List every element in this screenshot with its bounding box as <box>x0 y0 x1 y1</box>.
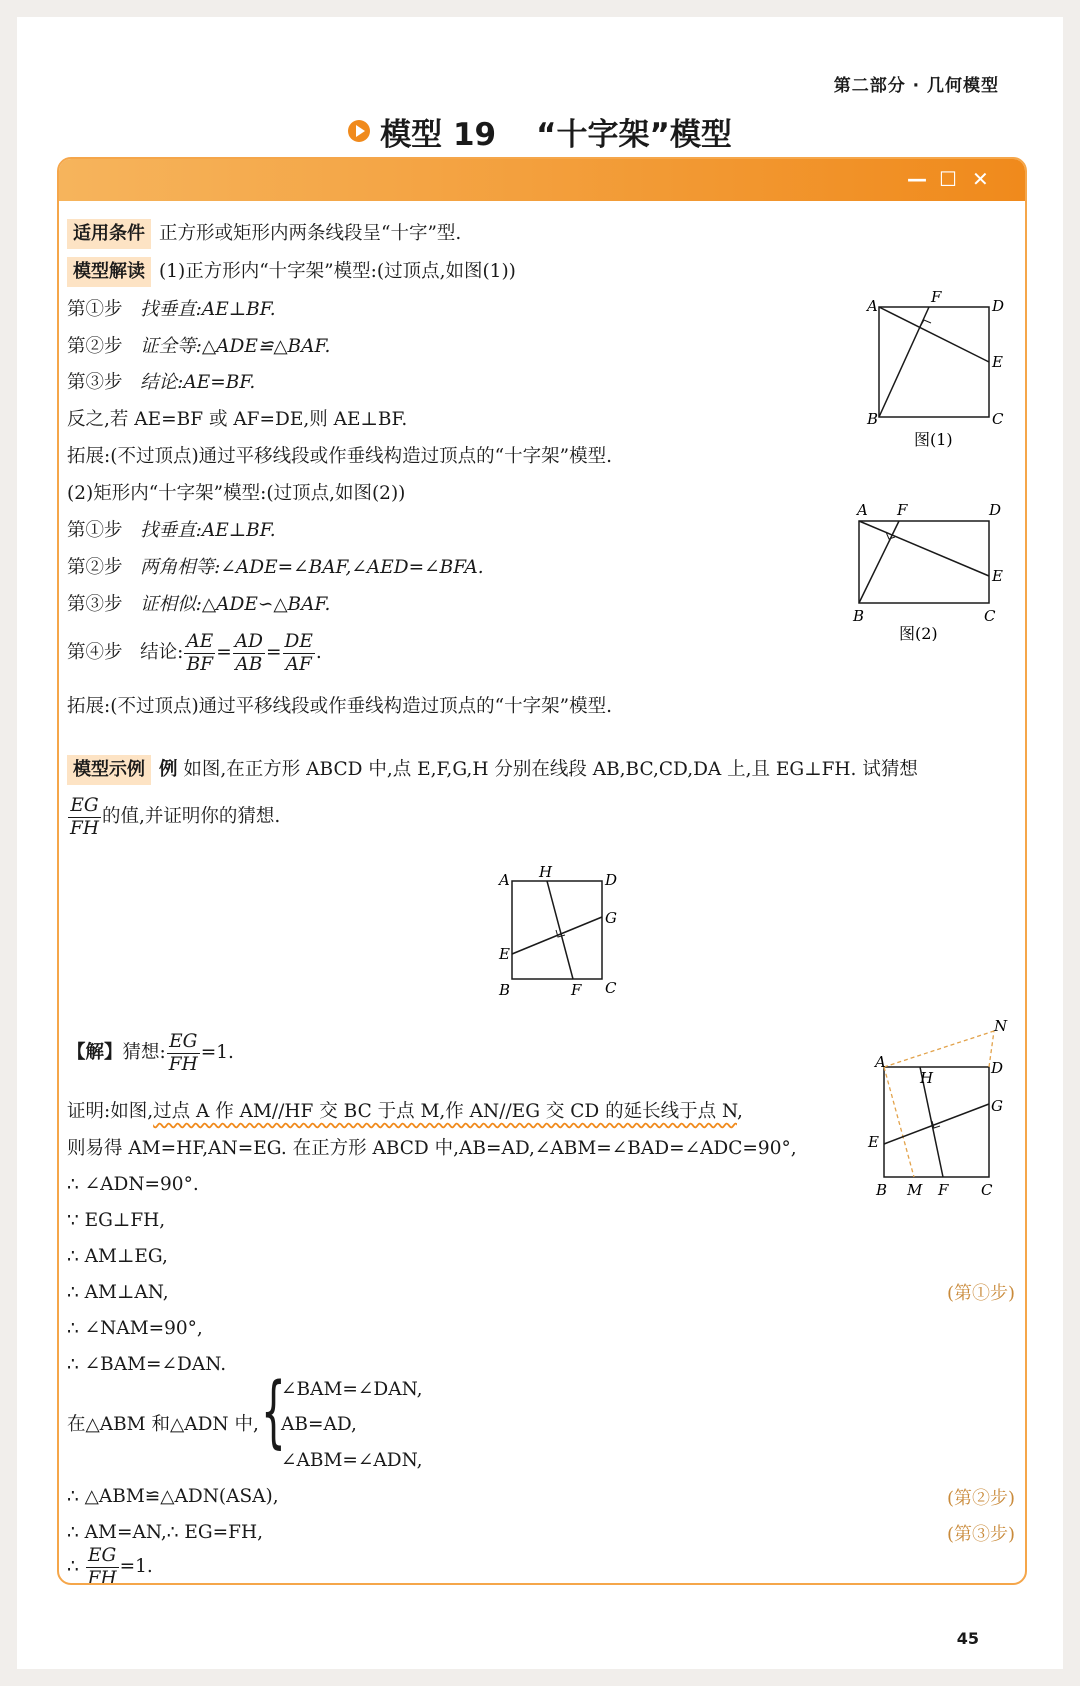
step-label: 第④步 <box>67 642 123 663</box>
final-suffix: =1. <box>119 1556 153 1577</box>
label-D: D <box>992 297 1005 315</box>
model-name: “十字架”模型 <box>536 117 732 153</box>
model-card <box>57 157 1027 1585</box>
label-G: G <box>605 909 617 927</box>
part2-step2 <box>67 555 484 581</box>
label-B: B <box>853 607 865 625</box>
system-prefix: 在△ABM 和△ADN 中, <box>67 1414 259 1435</box>
step-text: 证相似:△ADE∽△BAF. <box>140 594 331 615</box>
system-eq2: AB=AD, <box>281 1414 357 1435</box>
solution-guess <box>67 1029 234 1077</box>
label-F: F <box>931 289 942 306</box>
example-label: 例 <box>159 759 178 780</box>
guess-prefix: 猜想: <box>122 1042 166 1063</box>
proof-line5: ∴ AM⊥EG, <box>67 1246 168 1267</box>
part2-extension: 拓展:(不过顶点)通过平移线段或作垂线构造过顶点的“十字架”模型. <box>67 696 612 717</box>
proof-line8: ∴ ∠BAM=∠DAN. <box>67 1354 227 1375</box>
fraction: $\frac{DE}{AF}$ <box>284 630 313 675</box>
part1-step3 <box>67 370 255 396</box>
applicable-text: 正方形或矩形内两条线段呈“十字”型. <box>159 223 462 244</box>
page-title <box>17 109 1063 154</box>
solution-figure <box>854 1019 1014 1219</box>
example-row <box>67 755 918 785</box>
step-label: 第①步 <box>67 299 123 320</box>
play-icon <box>348 120 370 142</box>
part1-heading: (1)正方形内“十字架”模型:(过顶点,如图(1)) <box>159 261 516 282</box>
example-tag: 模型示例 <box>67 755 151 785</box>
label-A: A <box>857 501 868 519</box>
close-icon[interactable]: ✕ <box>972 167 989 191</box>
label-D: D <box>989 501 1002 519</box>
label-F: F <box>897 501 908 519</box>
label-A: A <box>499 871 510 889</box>
part2-heading: (2)矩形内“十字架”模型:(过顶点,如图(2)) <box>67 483 406 504</box>
example-problem-line2-row <box>67 793 280 841</box>
fraction: $\frac{AE}{BF}$ <box>186 630 214 675</box>
proof-line1 <box>67 1099 743 1125</box>
interpretation-tag: 模型解读 <box>67 257 151 287</box>
fraction: $\frac{EG}{FH}$ <box>168 1030 198 1075</box>
proof-suffix: , <box>737 1101 743 1122</box>
step-label: 第②步 <box>67 336 123 357</box>
label-B: B <box>499 981 511 999</box>
proof-highlight: 过点 A 作 AM//HF 交 BC 于点 M,作 AN//EG 交 CD 的延长线于点 N <box>153 1101 737 1122</box>
label-E: E <box>992 567 1003 585</box>
step-label: 第③步 <box>67 372 123 393</box>
example-problem-line2: 的值,并证明你的猜想. <box>101 806 281 827</box>
card-titlebar <box>59 159 1025 201</box>
step-label: 第③步 <box>67 594 123 615</box>
label-A: A <box>867 297 878 315</box>
step-text: 结论: <box>140 642 184 663</box>
interpretation-row <box>67 257 516 287</box>
page-number: 45 <box>956 1629 979 1648</box>
label-N: N <box>994 1019 1008 1035</box>
minimize-icon[interactable]: — <box>907 167 927 191</box>
step-label: 第②步 <box>67 557 123 578</box>
proof-prefix: 证明:如图, <box>67 1101 154 1122</box>
label-C: C <box>984 607 996 625</box>
part1-step2 <box>67 334 330 360</box>
step-text: 证全等:△ADE≌△BAF. <box>140 336 331 357</box>
label-E: E <box>992 353 1003 371</box>
label-D: D <box>605 871 618 889</box>
brace-icon: { <box>261 1367 286 1457</box>
proof-line10: ∴ AM=AN,∴ EG=FH, <box>67 1522 263 1543</box>
figure-2-caption: 图(2) <box>899 624 938 641</box>
label-H: H <box>539 863 553 881</box>
part1-converse: 反之,若 AE=BF 或 AF=DE,则 AE⊥BF. <box>67 409 408 430</box>
label-M: M <box>907 1181 923 1199</box>
label-A: A <box>875 1053 886 1071</box>
label-B: B <box>876 1181 888 1199</box>
system-eq3: ∠ABM=∠ADN, <box>281 1450 423 1471</box>
label-E: E <box>868 1133 879 1151</box>
step-text: 找垂直:AE⊥BF. <box>140 520 276 541</box>
applicable-row <box>67 219 461 249</box>
label-E: E <box>499 945 510 963</box>
step-note-3: (第③步) <box>946 1524 1015 1545</box>
example-figure <box>479 859 619 999</box>
step-label: 第①步 <box>67 520 123 541</box>
label-G: G <box>991 1097 1003 1115</box>
applicable-tag: 适用条件 <box>67 219 151 249</box>
part1-step1 <box>67 297 276 323</box>
proof-line6: ∴ AM⊥AN, <box>67 1282 169 1303</box>
fraction: $\frac{AD}{AB}$ <box>234 630 263 675</box>
label-C: C <box>981 1181 993 1199</box>
label-C: C <box>605 979 617 997</box>
figure-1-caption: 图(1) <box>914 430 953 449</box>
step-note-2: (第②步) <box>946 1488 1015 1509</box>
proof-line7: ∴ ∠NAM=90°, <box>67 1318 203 1339</box>
figure-2 <box>849 501 1019 641</box>
proof-line9: ∴ △ABM≌△ADN(ASA), <box>67 1486 279 1507</box>
proof-line4: ∵ EG⊥FH, <box>67 1210 166 1231</box>
proof-final <box>67 1543 153 1585</box>
figure-1 <box>859 289 1009 454</box>
label-C: C <box>992 410 1004 428</box>
proof-line2: 则易得 AM=HF,AN=EG. 在正方形 ABCD 中,AB=AD,∠ABM=∠BAD=∠ADC=90°, <box>67 1138 797 1159</box>
solution-tag: 【解】 <box>67 1042 123 1063</box>
section-header: 第二部分 · 几何模型 <box>833 76 999 96</box>
label-D: D <box>991 1059 1004 1077</box>
final-prefix: ∴ <box>67 1556 79 1577</box>
step-note-1: (第①步) <box>946 1283 1015 1304</box>
system-eq1: ∠BAM=∠DAN, <box>281 1379 423 1400</box>
maximize-icon[interactable]: ☐ <box>939 167 957 191</box>
proof-line3: ∴ ∠ADN=90°. <box>67 1174 199 1195</box>
label-F: F <box>938 1181 949 1199</box>
part2-step1 <box>67 518 276 544</box>
part2-step4: 第④步 结论: $\frac{AE}{BF}$ = $\frac{AD}{AB}$ = $\frac{DE}{AF}$ . <box>67 630 322 675</box>
step-text: 结论:AE=BF. <box>140 372 256 393</box>
fraction: $\frac{EG}{FH}$ <box>87 1544 117 1585</box>
label-H: H <box>920 1069 934 1087</box>
label-B: B <box>867 410 879 428</box>
model-number: 模型 19 <box>380 117 497 153</box>
example-problem-line1: 如图,在正方形 ABCD 中,点 E,F,G,H 分别在线段 AB,BC,CD,DA 上,且 EG⊥FH. 试猜想 <box>183 759 918 780</box>
step-text: 两角相等:∠ADE=∠BAF,∠AED=∠BFA. <box>140 557 484 578</box>
part2-step3 <box>67 592 330 618</box>
label-F: F <box>571 981 582 999</box>
step-text: 找垂直:AE⊥BF. <box>140 299 276 320</box>
fraction: $\frac{EG}{FH}$ <box>70 794 99 839</box>
part1-extension: 拓展:(不过顶点)通过平移线段或作垂线构造过顶点的“十字架”模型. <box>67 446 612 467</box>
page <box>17 17 1063 1669</box>
guess-suffix: =1. <box>200 1042 234 1063</box>
